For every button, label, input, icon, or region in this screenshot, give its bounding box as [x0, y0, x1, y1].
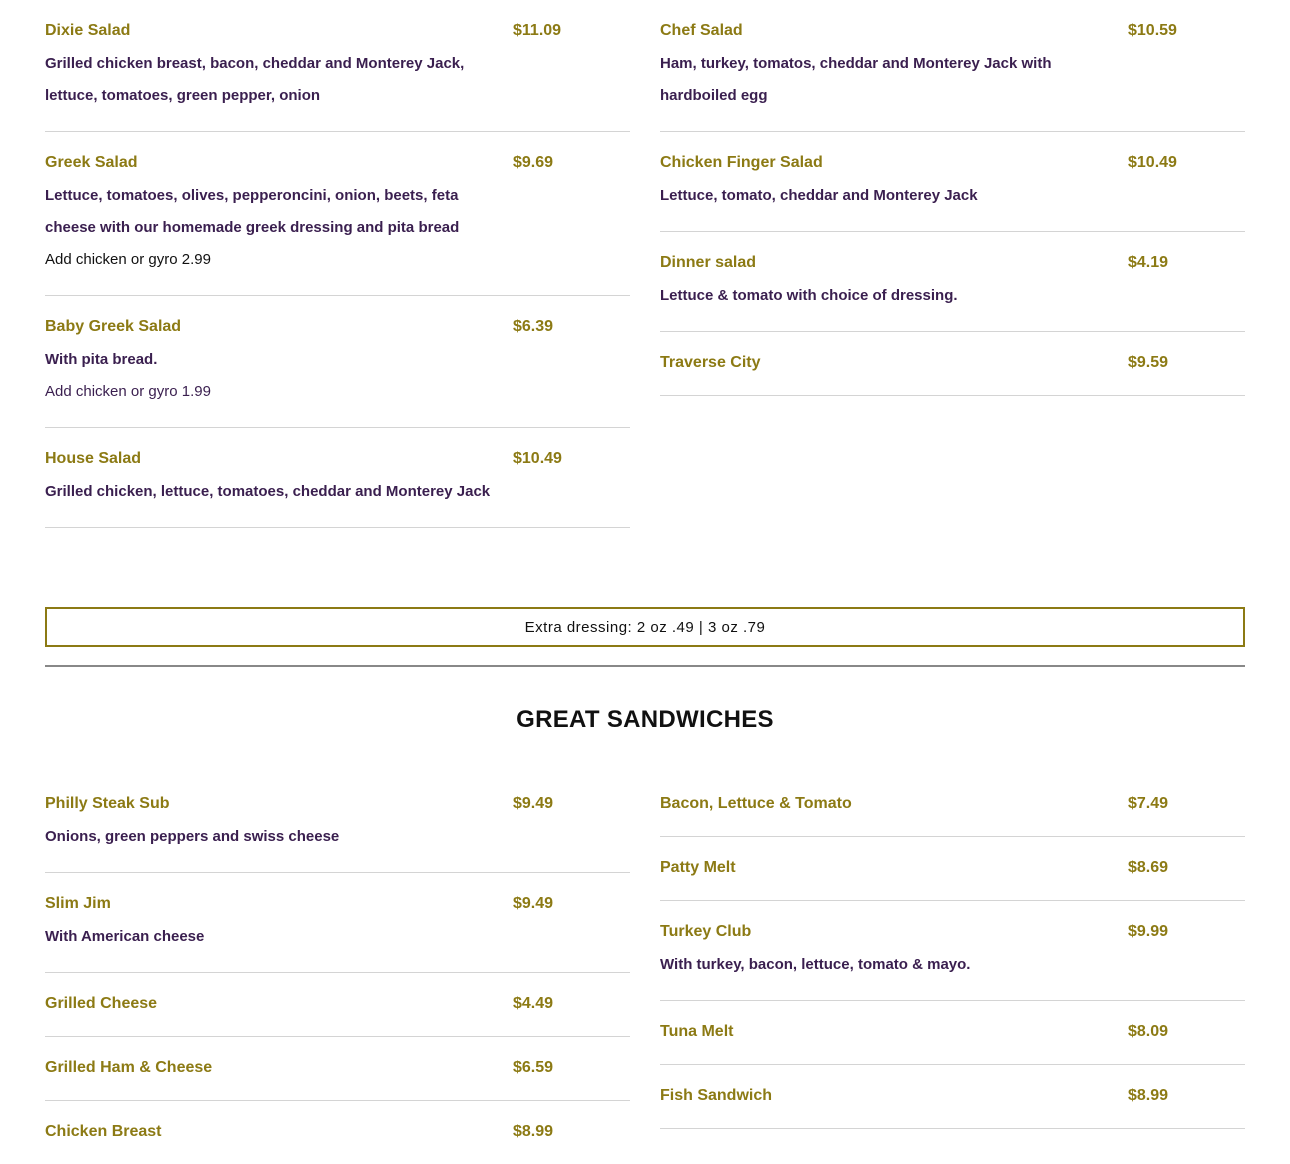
salads-right-column	[660, 0, 1245, 528]
item-name: Dinner salad	[660, 254, 757, 271]
item-name: Turkey Club	[660, 923, 752, 940]
menu-item	[45, 296, 630, 428]
item-price: $8.99	[513, 1123, 554, 1140]
item-price: $9.49	[513, 795, 554, 812]
item-name: Grilled Cheese	[45, 995, 158, 1012]
menu-item	[660, 837, 1245, 901]
menu-item	[45, 873, 630, 973]
item-description: With pita bread.	[45, 351, 158, 368]
section-title: GREAT SANDWICHES	[516, 706, 774, 733]
item-name: Chef Salad	[660, 22, 743, 39]
item-price: $8.69	[1128, 859, 1169, 876]
item-name: Grilled Ham & Cheese	[45, 1059, 213, 1076]
menu-item	[660, 1065, 1245, 1129]
item-name: Greek Salad	[45, 154, 138, 171]
menu-item	[45, 0, 630, 132]
item-price: $6.59	[513, 1059, 554, 1076]
item-price: $9.59	[1128, 354, 1169, 371]
item-price: $9.99	[1128, 923, 1169, 940]
sandwiches-right-column	[660, 773, 1245, 1164]
item-name: Chicken Finger Salad	[660, 154, 823, 171]
item-name: Philly Steak Sub	[45, 795, 170, 812]
item-description: Ham, turkey, tomatos, cheddar and Monterey Jack with hardboiled egg	[660, 55, 1052, 104]
menu-item	[45, 773, 630, 873]
menu-item	[45, 973, 630, 1037]
item-name: Baby Greek Salad	[45, 318, 182, 335]
menu-item	[660, 332, 1245, 396]
item-description: With turkey, bacon, lettuce, tomato & mayo.	[660, 956, 971, 973]
item-description: Onions, green peppers and swiss cheese	[45, 828, 340, 845]
item-description: Lettuce & tomato with choice of dressing.	[660, 287, 958, 304]
item-name: Traverse City	[660, 354, 761, 371]
item-price: $7.49	[1128, 795, 1169, 812]
salads-left-column	[45, 0, 630, 528]
item-price: $6.39	[513, 318, 554, 335]
menu-item	[660, 132, 1245, 232]
item-price: $9.49	[513, 895, 554, 912]
menu-item	[45, 132, 630, 296]
item-name: Bacon, Lettuce & Tomato	[660, 795, 852, 812]
item-addon-note: Add chicken or gyro 2.99	[45, 251, 211, 268]
item-price: $9.69	[513, 154, 554, 171]
menu-item	[45, 428, 630, 528]
item-name: Slim Jim	[45, 895, 111, 912]
menu-item	[660, 0, 1245, 132]
item-name: Patty Melt	[660, 859, 736, 876]
item-price: $8.09	[1128, 1023, 1169, 1040]
item-price: $4.19	[1128, 254, 1169, 271]
item-price: $10.49	[1128, 154, 1177, 171]
item-description: With American cheese	[45, 928, 205, 945]
sandwiches-left-column	[45, 773, 630, 1164]
item-description: Grilled chicken, lettuce, tomatoes, cheddar and Monterey Jack	[45, 483, 491, 500]
item-price: $11.09	[513, 22, 562, 39]
menu-item	[660, 1001, 1245, 1065]
extra-dressing-note: Extra dressing: 2 oz .49 | 3 oz .79	[45, 607, 1245, 647]
item-description: Grilled chicken breast, bacon, cheddar and Monterey Jack, lettuce, tomatoes, green pepper, onion	[45, 55, 465, 104]
item-name: House Salad	[45, 450, 142, 467]
item-name: Fish Sandwich	[660, 1087, 773, 1104]
menu-item	[660, 232, 1245, 332]
item-name: Dixie Salad	[45, 22, 131, 39]
item-name: Chicken Breast	[45, 1123, 162, 1140]
item-price: $8.99	[1128, 1087, 1169, 1104]
item-description: Lettuce, tomatoes, olives, pepperoncini, onion, beets, feta cheese with our homemade greek dressing and pita bread	[45, 187, 460, 236]
item-description: Lettuce, tomato, cheddar and Monterey Jack	[660, 187, 978, 204]
item-name: Tuna Melt	[660, 1023, 734, 1040]
item-price: $4.49	[513, 995, 554, 1012]
item-price: $10.49	[513, 450, 562, 467]
menu-item	[45, 1037, 630, 1101]
sandwiches-section	[45, 773, 1245, 1164]
item-addon-note: Add chicken or gyro 1.99	[45, 383, 211, 400]
section-divider	[45, 665, 1245, 667]
item-price: $10.59	[1128, 22, 1177, 39]
menu-item	[660, 773, 1245, 837]
salads-section	[45, 0, 1245, 528]
menu-item	[660, 901, 1245, 1001]
